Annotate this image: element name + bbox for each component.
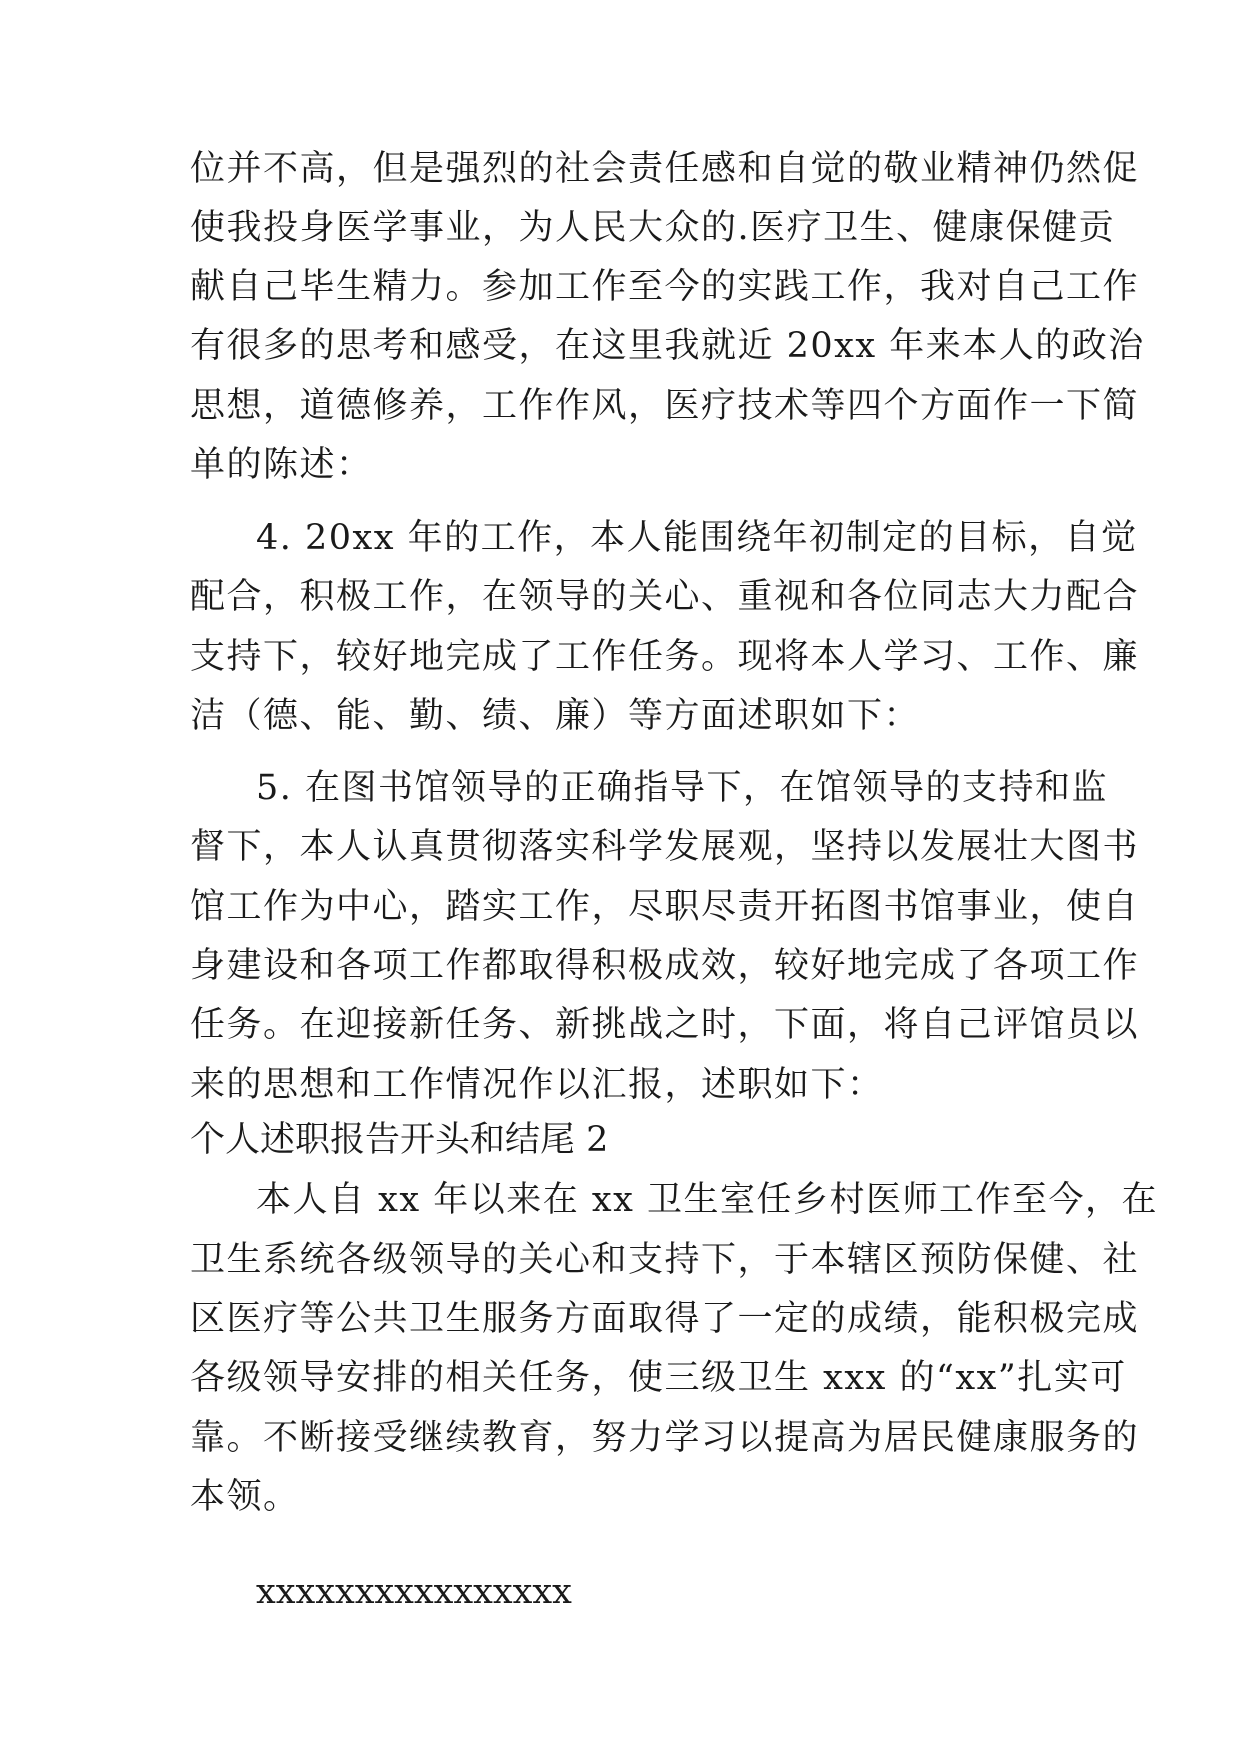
text-line: 有很多的思考和感受，在这里我就近 20xx 年来本人的政治 xyxy=(190,326,1145,366)
text-line: 来的思想和工作情况作以汇报，述职如下： xyxy=(190,1065,884,1105)
text-line: 支持下，较好地完成了工作任务。现将本人学习、工作、廉 xyxy=(190,637,1140,677)
text-line: 配合，积极工作，在领导的关心、重视和各位同志大力配合 xyxy=(190,577,1140,617)
text-line: 卫生系统各级领导的关心和支持下，于本辖区预防保健、社 xyxy=(190,1240,1140,1280)
text-line: 任务。在迎接新任务、新挑战之时，下面，将自己评馆员以 xyxy=(190,1005,1140,1045)
text-line: 5. 在图书馆领导的正确指导下，在馆领导的支持和监 xyxy=(256,768,1109,808)
text-line: 位并不高，但是强烈的社会责任感和自觉的敬业精神仍然促 xyxy=(190,149,1140,189)
text-line: 身建设和各项工作都取得积极成效，较好地完成了各项工作 xyxy=(190,946,1140,986)
text-line: 靠。不断接受继续教育，努力学习以提高为居民健康服务的 xyxy=(190,1418,1140,1458)
text-line: 思想，道德修养，工作作风，医疗技术等四个方面作一下简 xyxy=(190,386,1140,426)
text-line: 单的陈述： xyxy=(190,445,373,485)
text-line: 本领。 xyxy=(190,1477,300,1517)
text-line: 献自己毕生精力。参加工作至今的实践工作，我对自己工作 xyxy=(190,267,1140,307)
section-heading: 个人述职报告开头和结尾 2 xyxy=(190,1120,609,1160)
text-line: 区医疗等公共卫生服务方面取得了一定的成绩，能积极完成 xyxy=(190,1299,1140,1339)
text-line: 使我投身医学事业，为人民大众的.医疗卫生、健康保健贡 xyxy=(190,208,1116,248)
text-line: 4. 20xx 年的工作，本人能围绕年初制定的目标，自觉 xyxy=(256,518,1138,558)
text-line: 督下，本人认真贯彻落实科学发展观，坚持以发展壮大图书 xyxy=(190,827,1140,867)
text-line: 各级领导安排的相关任务，使三级卫生 xxx 的“xx”扎实可 xyxy=(190,1358,1127,1398)
placeholder-text: xxxxxxxxxxxxxxxx xyxy=(256,1572,572,1612)
text-line: 本人自 xx 年以来在 xx 卫生室任乡村医师工作至今，在 xyxy=(256,1180,1158,1220)
text-line: 馆工作为中心，踏实工作，尽职尽责开拓图书馆事业，使自 xyxy=(190,887,1140,927)
text-line: 洁（德、能、勤、绩、廉）等方面述职如下： xyxy=(190,696,921,736)
